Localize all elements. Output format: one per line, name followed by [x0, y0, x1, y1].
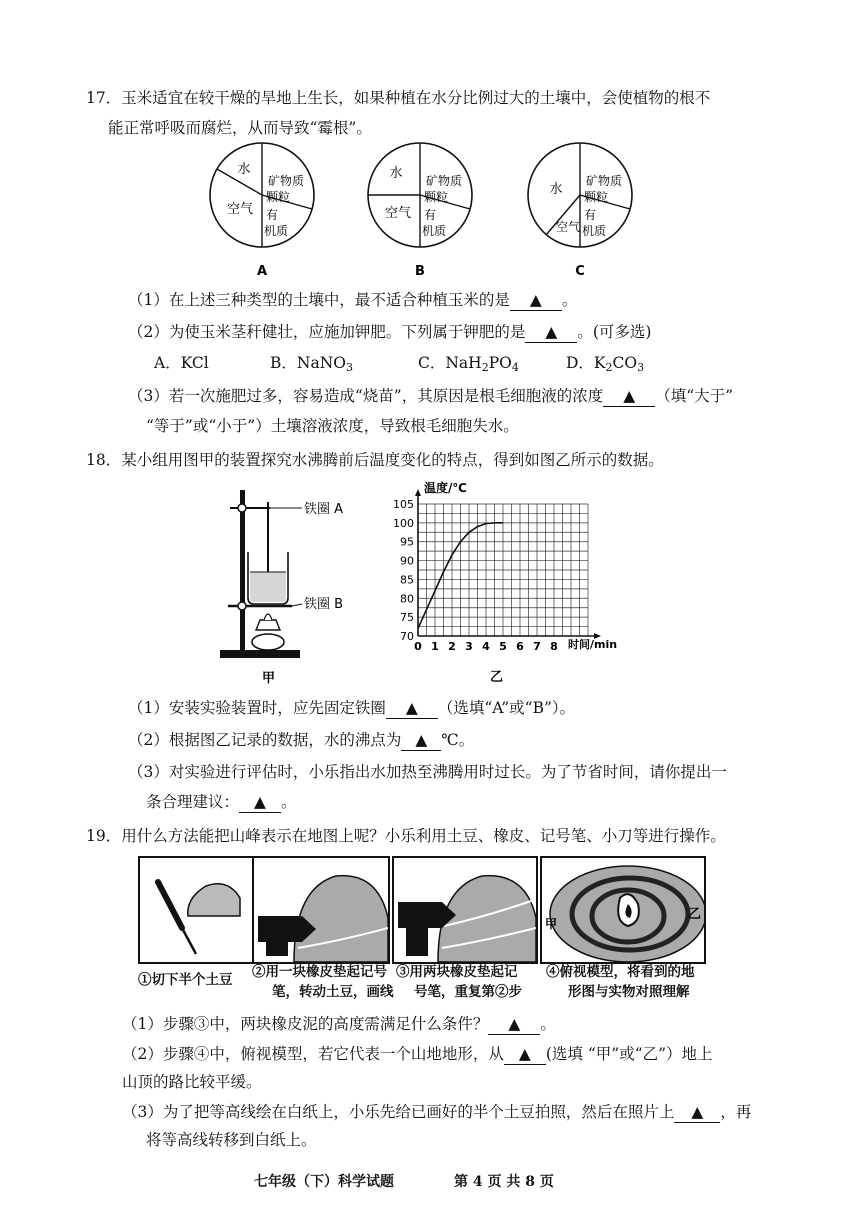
- x-tick-label: 6: [516, 640, 524, 653]
- pie-c-mineral2: 颗粒: [583, 190, 609, 204]
- y-tick-label: 90: [400, 554, 414, 568]
- option-c-mid: PO: [488, 354, 512, 372]
- option-b: [270, 353, 353, 378]
- option-d-text: D．K: [566, 354, 606, 372]
- option-d-sub2: 3: [637, 361, 645, 374]
- pie-a-mineral2: 颗粒: [265, 190, 291, 204]
- step3-panel: [392, 856, 538, 964]
- label-jia: 甲: [545, 917, 558, 931]
- q17-part3-line2: “等于”或“小于”）土壤溶液浓度，导致根毛细胞失水。: [146, 417, 519, 435]
- pie-c-water: 水: [549, 182, 563, 197]
- q17-stem-line2: 能正常呼吸而腐烂，从而导致“霉根”。: [108, 119, 372, 137]
- soil-pie-b: [368, 143, 472, 279]
- y-tick-label: 80: [400, 592, 414, 606]
- q17-part2: [128, 322, 651, 343]
- step2-panel: [252, 856, 390, 964]
- answer-blank[interactable]: ▲: [674, 1102, 720, 1123]
- soil-pie-a: [210, 143, 314, 279]
- chart-caption: 乙: [490, 670, 504, 685]
- answer-blank[interactable]: ▲: [510, 290, 562, 311]
- q18-part2-text: （2）根据图乙记录的数据，水的沸点为: [128, 731, 402, 749]
- y-tick-label: 75: [400, 611, 414, 625]
- x-tick-label: 7: [533, 640, 541, 653]
- step1-panel: [138, 856, 254, 964]
- pie-b-label: B: [415, 264, 425, 279]
- pie-a-water: 水: [237, 162, 251, 177]
- q18-part3-text: 条合理建议：: [146, 793, 240, 811]
- q17-stem-line1: 17．玉米适宜在较干燥的旱地上生长，如果种植在水分比例过大的土壤中，会使植物的根不: [86, 89, 711, 107]
- pie-c-air: 空气: [555, 220, 581, 234]
- x-tick-label: 0: [414, 640, 422, 653]
- q17-part3-end: （填“大于”: [655, 387, 734, 405]
- pie-a-label: A: [256, 264, 268, 279]
- q18-part1-text: （1）安装实验装置时，应先固定铁圈: [128, 699, 386, 717]
- q19-part3-end: ，再: [720, 1103, 752, 1121]
- q18-part3-line2: [146, 792, 297, 813]
- q17-part3-text: （3）若一次施肥过多，容易造成“烧苗”，其原因是根毛细胞液的浓度: [128, 387, 604, 405]
- pie-b-mineral1: 矿物质: [425, 174, 463, 188]
- pie-c-mineral1: 矿物质: [585, 174, 623, 188]
- step4-caption-line1: ④俯视模型，将看到的地: [546, 964, 695, 980]
- ring-b-label: 铁圈 B: [304, 597, 344, 612]
- q17-part2-text: （2）为使玉米茎秆健壮，应施加钾肥。下列属于钾肥的是: [128, 323, 526, 341]
- soil-pie-charts: [0, 140, 860, 285]
- q19-part2-text: （2）步骤④中，俯视模型，若它代表一个山地地形，从: [122, 1045, 504, 1063]
- step3-caption-line2: 号笔，重复第②步: [414, 984, 522, 1000]
- step4-caption-line2: 形图与实物对照理解: [568, 984, 690, 1000]
- x-tick-label: 2: [448, 640, 456, 653]
- q17-part1-text: （1）在上述三种类型的土壤中，最不适合种植玉米的是: [128, 291, 510, 309]
- q17-part1-end: 。: [561, 291, 578, 309]
- option-c-text: C．NaH: [418, 354, 482, 372]
- knife-potato-illustration: [140, 858, 252, 962]
- q19-part2: [122, 1044, 713, 1065]
- pie-c-label: C: [575, 264, 585, 279]
- q18-part1: [128, 698, 575, 719]
- answer-blank[interactable]: ▲: [239, 792, 281, 813]
- q19-part3-line2: 将等高线转移到白纸上。: [146, 1131, 317, 1149]
- step2-caption-line2: 笔，转动土豆，画线: [272, 984, 394, 1000]
- option-d-mid: CO: [612, 354, 638, 372]
- pie-a-air: 空气: [226, 202, 254, 217]
- soil-pie-c: [528, 143, 632, 279]
- chart-grid: [418, 504, 588, 636]
- option-b-sub: 3: [345, 361, 353, 374]
- q18-part3-line1: （3）对实验进行评估时，小乐指出水加热至沸腾用时过长。为了节省时间，请你提出一: [128, 763, 727, 781]
- option-a: A．KCl: [154, 354, 209, 372]
- q18-part2: [128, 730, 474, 751]
- apparatus-diagram: [210, 480, 370, 690]
- pie-c-organic2: 机质: [581, 224, 607, 238]
- pie-b-air: 空气: [384, 206, 412, 221]
- y-tick-label: 70: [400, 630, 414, 643]
- option-b-text: B．NaNO: [270, 354, 346, 372]
- label-yi: 乙: [688, 907, 702, 922]
- y-tick-label: 85: [400, 573, 414, 587]
- answer-blank[interactable]: ▲: [401, 730, 441, 751]
- q19-part3-line1: [122, 1102, 751, 1123]
- q19-part3-text: （3）为了把等高线绘在白纸上，小乐先给已画好的半个土豆拍照，然后在照片上: [122, 1103, 675, 1121]
- x-tick-label: 1: [431, 640, 439, 653]
- temperature-chart: [390, 478, 620, 690]
- q18-part2-end: ℃。: [441, 731, 475, 749]
- chart-axes: [415, 489, 601, 639]
- pie-a-organic1: 有: [265, 208, 279, 222]
- pie-b-mineral2: 颗粒: [423, 190, 449, 204]
- q19-part2-line2: 山顶的路比较平缓。: [122, 1073, 262, 1091]
- pie-b-water: 水: [389, 166, 403, 181]
- answer-blank[interactable]: ▲: [525, 322, 577, 343]
- answer-blank[interactable]: ▲: [504, 1044, 546, 1065]
- pie-b-organic1: 有: [423, 208, 437, 222]
- x-tick-label: 8: [550, 640, 558, 653]
- step2-caption-line1: ②用一块橡皮垫起记号: [252, 964, 387, 980]
- q19-part1-text: （1）步骤③中，两块橡皮泥的高度需满足什么条件？: [122, 1015, 489, 1033]
- x-tick-label: 5: [499, 640, 507, 653]
- q19-part2-end: (选填 “甲”或“乙”）地上: [545, 1045, 713, 1063]
- option-d: [566, 353, 644, 378]
- q18-stem: 18．某小组用图甲的装置探究水沸腾前后温度变化的特点，得到如图乙所示的数据。: [86, 451, 664, 469]
- step1-caption: ①切下半个土豆: [138, 972, 233, 988]
- q19-stem: 19．用什么方法能把山峰表示在地图上呢？小乐利用土豆、橡皮、记号笔、小刀等进行操作。: [86, 827, 726, 845]
- y-tick-label: 95: [400, 535, 414, 549]
- x-tick-label: 3: [465, 640, 473, 653]
- y-tick-label: 100: [393, 516, 414, 530]
- step4-panel: [540, 856, 706, 964]
- answer-blank[interactable]: ▲: [488, 1014, 540, 1035]
- pie-a-organic2: 机质: [263, 224, 289, 238]
- chart-xlabel: 时间/min: [568, 638, 618, 651]
- apparatus-caption: 甲: [262, 671, 276, 686]
- single-eraser-illustration: [254, 858, 388, 962]
- q18-part3-end: 。: [281, 793, 297, 811]
- q17-part2-end: 。(可多选): [577, 323, 652, 341]
- two-erasers-illustration: [394, 858, 536, 962]
- option-c-sub2: 4: [511, 361, 519, 374]
- q18-part1-end: （选填“A”或“B”）。: [437, 699, 576, 717]
- pie-b-organic2: 机质: [421, 224, 447, 238]
- q19-part1: [122, 1014, 556, 1035]
- pie-c-organic1: 有: [583, 208, 597, 222]
- answer-blank[interactable]: ▲: [603, 386, 655, 407]
- ring-a-label: 铁圈 A: [304, 502, 344, 517]
- q17-part3-line1: [128, 386, 733, 407]
- option-d-sub1: 2: [605, 361, 613, 374]
- option-c: [418, 353, 519, 378]
- q19-part1-end: 。: [540, 1015, 556, 1033]
- y-axis-arrow: [415, 489, 421, 496]
- footer-page: 第 4 页 共 8 页: [454, 1174, 554, 1190]
- option-c-sub1: 2: [481, 361, 489, 374]
- pie-a-mineral1: 矿物质: [267, 174, 305, 188]
- step3-caption-line1: ③用两块橡皮垫起记: [396, 964, 518, 980]
- contour-topview-illustration: [542, 858, 704, 962]
- answer-blank[interactable]: ▲: [386, 698, 438, 719]
- x-tick-label: 4: [482, 640, 490, 653]
- y-tick-label: 105: [393, 498, 414, 511]
- footer-subject: 七年级（下）科学试题: [254, 1174, 394, 1190]
- q17-part1: [128, 290, 577, 311]
- chart-ylabel: 温度/℃: [424, 481, 467, 495]
